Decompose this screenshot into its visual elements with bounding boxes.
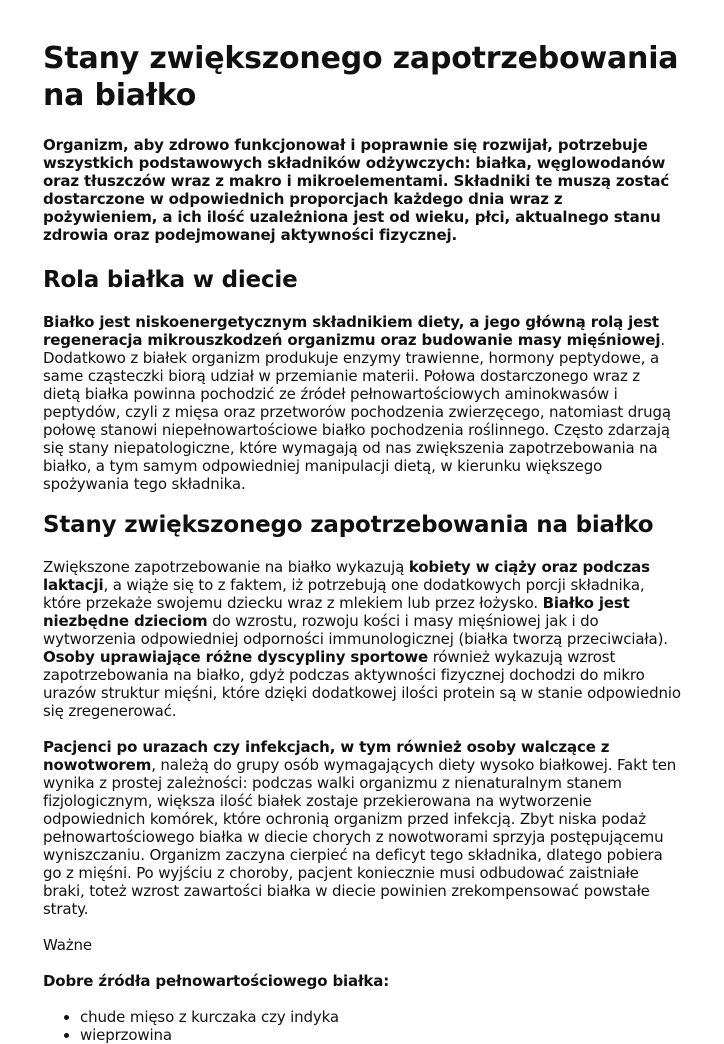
body-text: , należą do grupy osób wymagających diety wysoko białkowej. Fakt ten wynika z prostej zależności: podczas walki organizmu z nienaturalnym stanem fizjologicznym, większa ilość białek zostaje przekierowana na wytworzenie odpowiednich komórek, które ochronią organizm przed infekcją. Zbyt niska podaż pełnowartościowego białka w diecie chorych z nowotworami sprzyja postępującemu wyniszczaniu. Organizm zaczyna cierpieć na deficyt tego składnika, dlatego pobiera go z mięśni. Po wyjściu z choroby, pacjent koniecznie musi odbudować zaistniałe braki, toteż wzrost zawartości białka w diecie powinien zrekompensować powstałe straty.: [43, 756, 677, 918]
body-text: . Dodatkowo z białek organizm produkuje enzymy trawienne, hormony peptydowe, a same cząsteczki biorą udział w przemianie materii. Połowa dostarczonego wraz z dietą białka powinna pochodzić ze źródeł pełnowartościowych aminokwasów i peptydów, czyli z mięsa oraz przetworów pochodzenia zwierzęcego, natomiast drugą połowę stanowi niepełnowartościowe białko pochodzenia roślinnego. Często zdarzają się stany niepatologiczne, które wymagają od nas zwiększenia zapotrzebowania na białko, a tym samym odpowiedniej manipulacji dietą, w kierunku większego spożywania tego składnika.: [43, 331, 671, 493]
paragraph-protein-role: [43, 313, 681, 493]
note-label: Ważne: [43, 936, 92, 954]
body-text: do wzrostu, rozwoju kości i masy mięśniowej jak i do wytworzenia odpowiedniej odporności immunologicznej (białka tworzą przeciwciała).: [43, 612, 668, 648]
emphasis-text: Białko jest niezbędne dzieciom: [43, 594, 630, 630]
emphasis-text: Osoby uprawiające różne dyscypliny sportowe: [43, 648, 429, 666]
lead-paragraph: Organizm, aby zdrowo funkcjonował i poprawnie się rozwijał, potrzebuje wszystkich podstawowych składników odżywczych: białka, węglowodanów oraz tłuszczów wraz z makro i mikroelementami. Składniki te muszą zostać dostarczone w odpowiednich proporcjach każdego dnia wraz z pożywieniem, a ich ilość uzależniona jest od wieku, płci, aktualnego stanu zdrowia oraz podejmowanej aktywności fizycznej.: [43, 136, 670, 244]
section-heading-increased-demand: Stany zwiększonego zapotrzebowania na białko: [43, 512, 654, 538]
body-text: Zwiększone zapotrzebowanie na białko wykazują: [43, 558, 409, 576]
list-item: • chude mięso z kurczaka czy indyka: [80, 1008, 681, 1026]
page-title: Stany zwiększonego zapotrzebowania na białko: [43, 41, 679, 113]
emphasis-text: Białko jest niskoenergetycznym składnikiem diety, a jego główną rolą jest regeneracja mikrouszkodzeń organizmu oraz budowanie masy mięśniowej: [43, 313, 661, 349]
body-text: również wykazują wzrost zapotrzebowania na białko, gdyż podczas aktywności fizycznej dochodzi do mikro urazów struktur mięśni, które dzięki dodatkowej ilości protein są w stanie odpowiednio się zregenerować.: [43, 648, 681, 720]
list-item: • wieprzowina: [80, 1026, 681, 1044]
emphasis-text: kobiety w ciąży oraz podczas laktacji: [43, 558, 650, 594]
emphasis-text: Pacjenci po urazach czy infekcjach, w tym również osoby walczące z nowotworem: [43, 738, 610, 774]
body-text: , a wiąże się to z faktem, iż potrzebują one dodatkowych porcji składnika, które przekaże swojemu dziecku wraz z mlekiem lub przez łożysko.: [43, 576, 645, 612]
section-heading-protein-role: Rola białka w diecie: [43, 267, 298, 293]
paragraph-patients: [43, 738, 681, 918]
sources-label: [43, 972, 681, 990]
emphasis-text: Dobre źródła pełnowartościowego białka:: [43, 972, 390, 990]
protein-sources-list: [43, 1008, 681, 1044]
paragraph-increased-demand: [43, 558, 681, 720]
